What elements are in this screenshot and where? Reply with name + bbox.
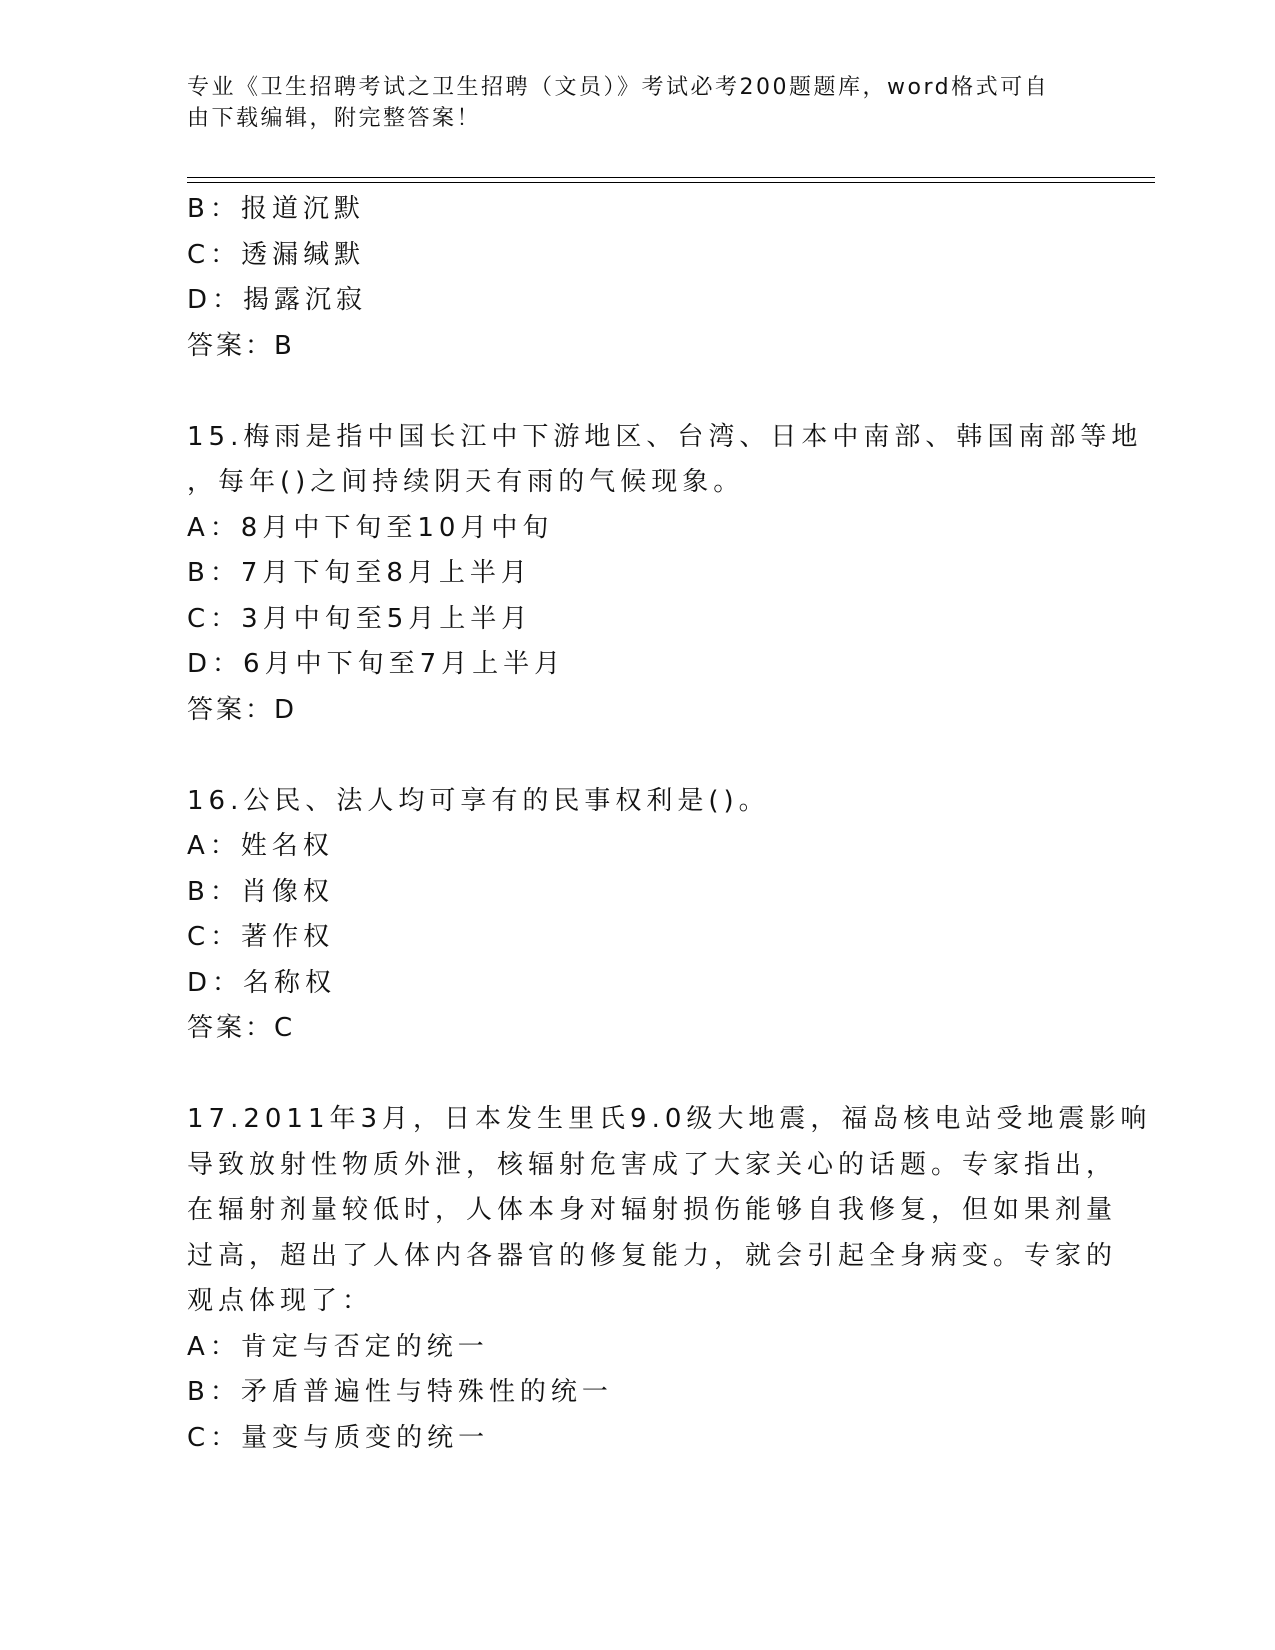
spacer: [187, 369, 1087, 415]
question-17: [187, 1097, 1152, 1461]
spacer: [187, 1052, 1087, 1098]
question-stem-line: 17.2011年3月，日本发生里氏9.0级大地震，福岛核电站受地震影响: [187, 1104, 1152, 1134]
answer-line: 答案：B: [187, 330, 295, 361]
option-a: A：姓名权: [187, 831, 334, 861]
option-b: B：肖像权: [187, 876, 334, 907]
option-c: C：著作权: [187, 922, 335, 952]
question-stem-line: 在辐射剂量较低时，人体本身对辐射损伤能够自我修复，但如果剂量: [187, 1195, 1118, 1225]
option-b: B：7月下旬至8月上半月: [187, 558, 532, 588]
answer-line: 答案：D: [187, 694, 298, 725]
question-stem-line: 16.公民、法人均可享有的民事权利是()。: [187, 785, 770, 816]
header-line-2: 由下载编辑，附完整答案！: [187, 106, 482, 131]
option-d: D：揭露沉寂: [187, 285, 368, 315]
option-b: B：矛盾普遍性与特殊性的统一: [187, 1377, 613, 1407]
question-stem-line: 导致放射性物质外泄，核辐射危害成了大家关心的话题。专家指出，: [187, 1149, 1118, 1180]
option-d: D：名称权: [187, 967, 337, 998]
option-d: D：6月中下旬至7月上半月: [187, 649, 566, 679]
spacer: [187, 733, 1087, 779]
question-stem-line: ，每年()之间持续阴天有雨的气候现象。: [187, 467, 745, 497]
option-c: C：透漏缄默: [187, 239, 366, 270]
option-c: C：量变与质变的统一: [187, 1422, 490, 1453]
question-15: [187, 415, 1143, 734]
header-divider-top: [187, 177, 1155, 178]
header-divider-bottom: [187, 182, 1155, 183]
question-body: [187, 187, 1152, 1461]
option-b: B：报道沉默: [187, 194, 365, 224]
question-stem-line: 观点体现了：: [187, 1286, 374, 1316]
previous-question: [187, 187, 1087, 369]
question-16: [187, 779, 1087, 1052]
question-stem-line: 15.梅雨是指中国长江中下游地区、台湾、日本中南部、韩国南部等地: [187, 421, 1143, 452]
document-header: [187, 72, 1067, 134]
answer-line: 答案：C: [187, 1013, 296, 1043]
option-a: A：肯定与否定的统一: [187, 1331, 489, 1362]
option-c: C：3月中旬至5月上半月: [187, 603, 533, 634]
header-line-1: 专业《卫生招聘考试之卫生招聘（文员）》考试必考200题题库，word格式可自: [187, 75, 1050, 100]
option-a: A：8月中下旬至10月中旬: [187, 512, 554, 543]
question-stem-line: 过高，超出了人体内各器官的修复能力，就会引起全身病变。专家的: [187, 1240, 1118, 1271]
